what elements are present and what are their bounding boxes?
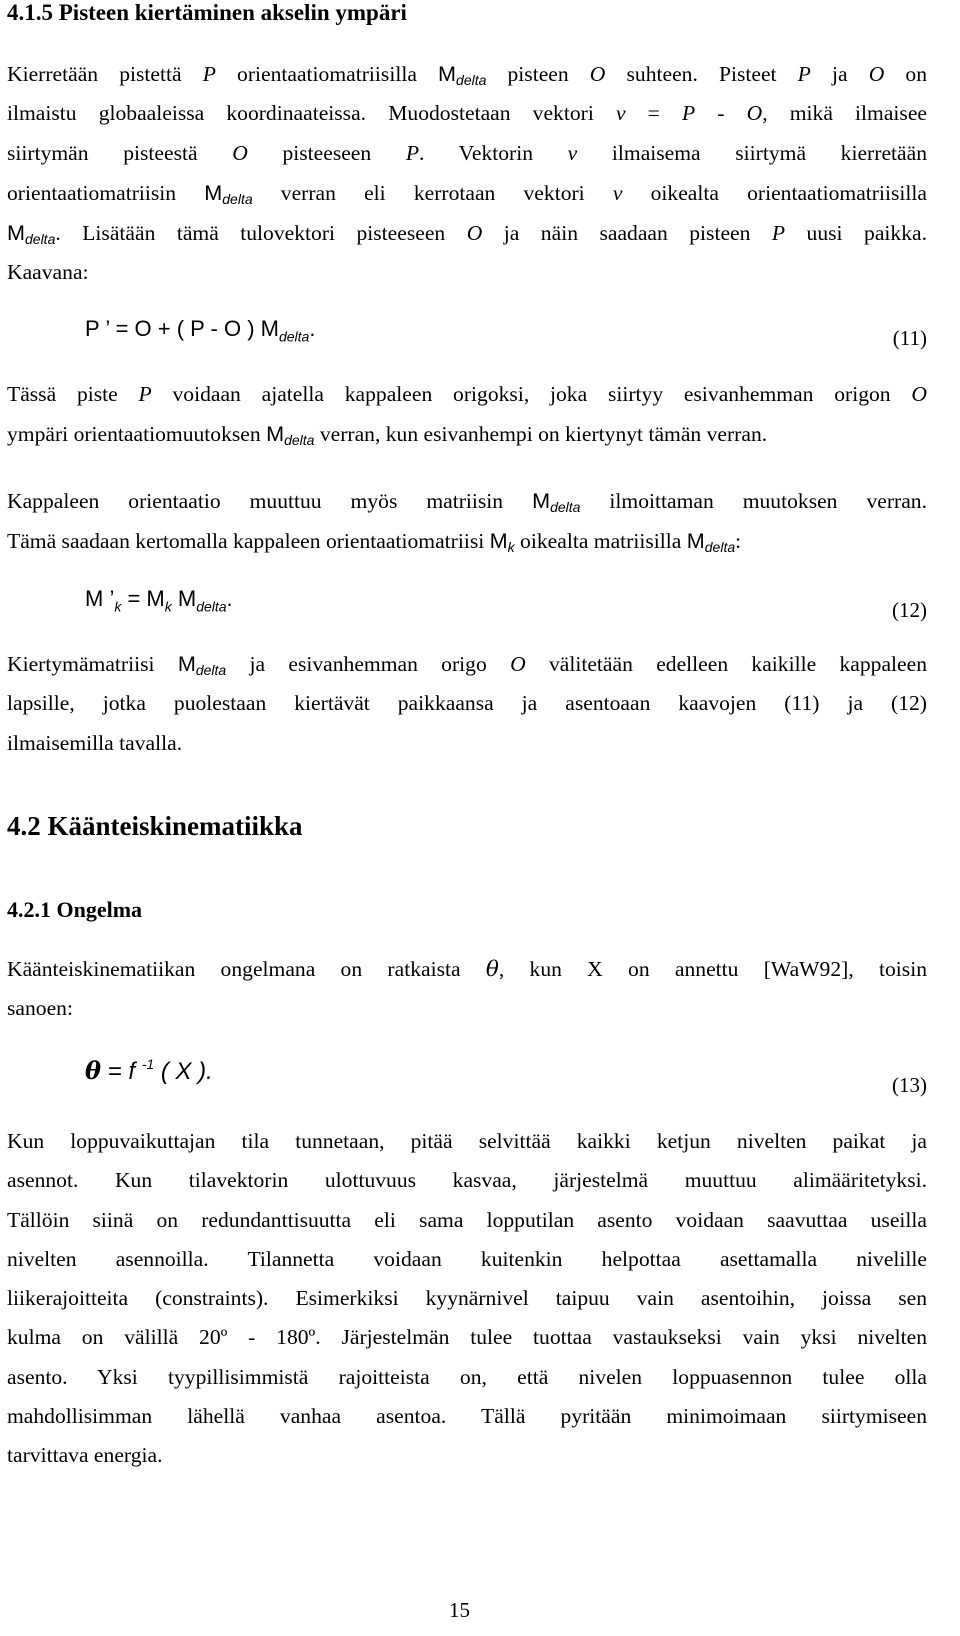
text-line: siirtymän pisteestä O pisteeseen P. Vektorin v ilmaisema siirtymä kierretään — [7, 140, 927, 165]
section-heading-4-1-5: 4.1.5 Pisteen kiertäminen akselin ympäri — [7, 0, 407, 25]
text-line: sanoen: — [7, 996, 73, 1021]
text-line: asento. Yksi tyypillisimmistä rajoitteista on, että nivelen loppuasennon tulee olla — [7, 1364, 927, 1389]
equation-number-11: (11) — [892, 326, 927, 350]
text-line: mahdollisimman lähellä vanhaa asentoa. Tällä pyritään minimoimaan siirtymiseen — [7, 1404, 927, 1429]
text-line: lapsille, jotka puolestaan kiertävät paikkaansa ja asentoaan kaavojen (11) ja (12) — [7, 691, 927, 716]
equation-number-12: (12) — [892, 598, 927, 622]
paragraph-origin-explanation — [7, 375, 927, 455]
text-line: Tässä piste P voidaan ajatella kappaleen origoksi, joka siirtyy esivanhemman origon O — [7, 382, 927, 406]
text-line: asennot. Kun tilavektorin ulottuvuus kasvaa, järjestelmä muuttuu alimääritetyksi. — [7, 1168, 927, 1193]
equation-12: M $’_k = M_k$ $M_{delta}$. — [85, 586, 233, 615]
text-line: Kaavana: — [7, 260, 89, 285]
text-line: tarvittava energia. — [7, 1443, 163, 1468]
equation-13: θ = f $^{-1}$ ( X ). — [85, 1056, 213, 1085]
section-heading-4-2: 4.2 Käänteiskinematiikka — [7, 811, 303, 841]
text-line: Kun loppuvaikuttajan tila tunnetaan, pitää selvittää kaikki ketjun nivelten paikat ja — [7, 1129, 927, 1153]
text-line: $M_{delta}$. Lisätään tämä tulovektori pisteeseen O ja näin saadaan pisteen P uusi paikka. — [7, 220, 927, 248]
text-line: Tämä saadaan kertomalla kappaleen orientaatiomatriisi $M_k$ oikealta matriisilla $M_{delta}$: — [7, 528, 742, 556]
paragraph-ik-problem — [7, 950, 927, 1029]
text-line: ilmaistu globaaleissa koordinaateissa. Muodostetaan vektori v = P - O, mikä ilmaisee — [7, 101, 927, 126]
text-line: Kierretään pistettä P orientaatiomatriisilla $M_{delta}$ pisteen O suhteen. Pisteet P ja O on — [7, 61, 928, 88]
paragraph-rotation-intro — [7, 54, 927, 293]
text-line: Kiertymämatriisi $M_{delta}$ ja esivanhemman origo O välitetään edelleen kaikille kappaleen — [7, 651, 927, 678]
text-line: liikerajoitteita (constraints). Esimerkiksi kyynärnivel taipuu vain asentoihin, joissa sen — [7, 1286, 927, 1311]
section-heading-4-2-1: 4.2.1 Ongelma — [7, 897, 143, 922]
text-line: ympäri orientaatiomuutoksen $M_{delta}$ verran, kun esivanhempi on kiertynyt tämän verran. — [7, 421, 768, 449]
page-number: 15 — [449, 1598, 470, 1622]
text-line: orientaatiomatriisin $M_{delta}$ verran eli kerrotaan vektori v oikealta orientaatiomatriisilla — [7, 179, 927, 207]
text-line: kulma on välillä 20º - 180º. Järjestelmän tulee tuottaa vastaukseksi vain yksi nivelten — [7, 1325, 927, 1350]
equation-11: P ’ = O + ( P - O ) $M_{delta}$. — [85, 316, 316, 345]
text-line: Kappaleen orientaatio muuttuu myös matriisin $M_{delta}$ ilmoittaman muutoksen verran. — [7, 488, 927, 515]
paragraph-orientation-change — [7, 481, 927, 562]
text-line: Käänteiskinematiikan ongelmana on ratkaista θ, kun X on annettu [WaW92], toisin — [7, 957, 927, 982]
paragraph-redundancy — [7, 1122, 927, 1476]
text-line: ilmaisemilla tavalla. — [7, 730, 183, 755]
paragraph-propagation — [7, 644, 927, 763]
equation-number-13: (13) — [892, 1073, 927, 1097]
text-line: Tällöin siinä on redundanttisuutta eli sama lopputilan asento voidaan saavuttaa useilla — [7, 1207, 927, 1232]
text-line: nivelten asennoilla. Tilannetta voidaan kuitenkin helpottaa asettamalla nivelille — [7, 1246, 927, 1271]
